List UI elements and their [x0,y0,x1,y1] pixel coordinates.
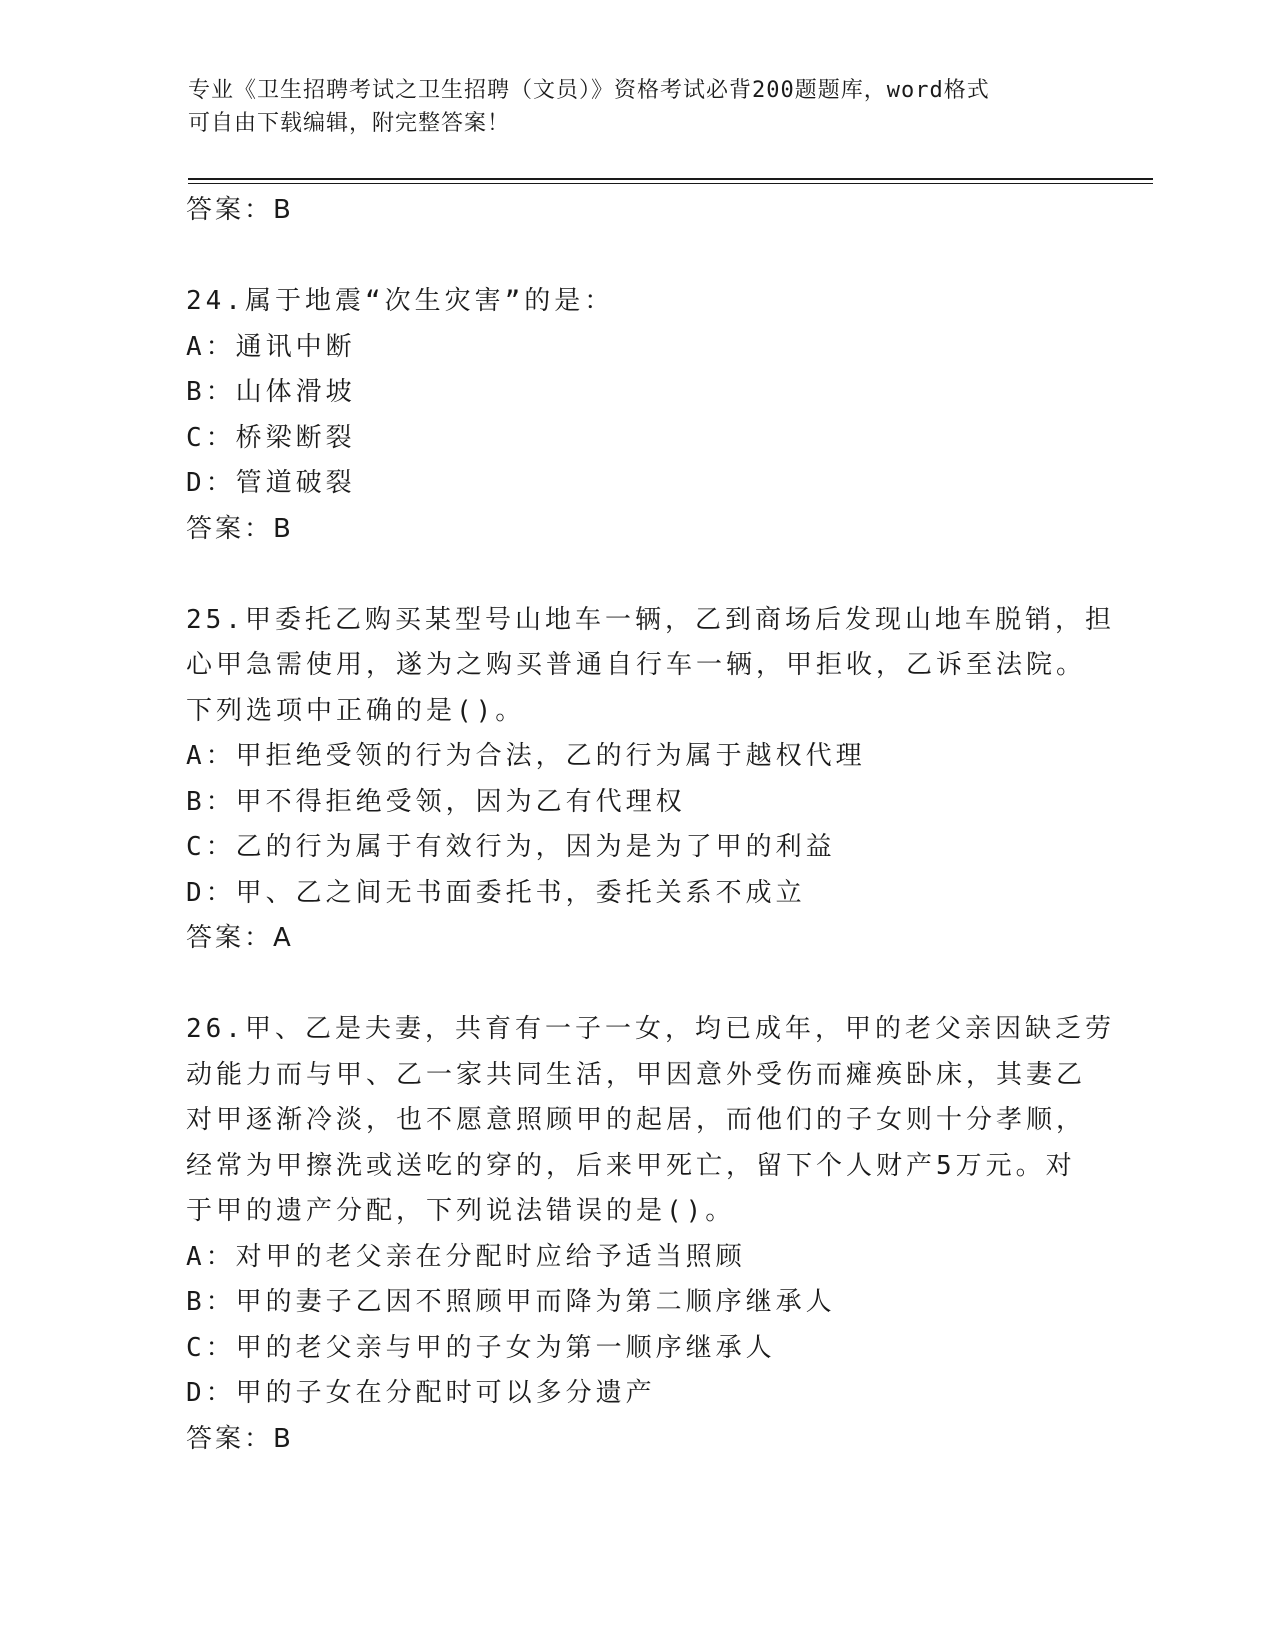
option-a: A：通讯中断 [186,331,356,362]
option-c: C：乙的行为属于有效行为，因为是为了甲的利益 [186,832,836,862]
spacer [186,552,1086,598]
answer: 答案：B [186,513,294,544]
option-b: B：甲不得拒绝受领，因为乙有代理权 [186,786,686,817]
header-rule-thin [188,183,1153,184]
question-stem: 经常为甲擦洗或送吃的穿的，后来甲死亡，留下个人财产5万元。对 [186,1150,1076,1181]
question-stem: 动能力而与甲、乙一家共同生活，甲因意外受伤而瘫痪卧床，其妻乙 [186,1059,1087,1090]
question-stem: 对甲逐渐冷淡，也不愿意照顾甲的起居，而他们的子女则十分孝顺， [186,1105,1087,1135]
question-stem: 下列选项中正确的是()。 [186,695,526,726]
header-line-1: 专业《卫生招聘考试之卫生招聘（文员）》资格考试必背200题题库，word格式 [188,78,990,103]
question-stem: 26.甲、乙是夫妻，共育有一子一女，均已成年，甲的老父亲因缺乏劳 [186,1014,1115,1044]
question-26 [186,1007,1115,1462]
question-stem: 25.甲委托乙购买某型号山地车一辆，乙到商场后发现山地车脱销，担 [186,604,1115,635]
previous-answer: 答案：B [186,195,294,225]
option-d: D：甲、乙之间无书面委托书，委托关系不成立 [186,877,806,908]
option-a: A：对甲的老父亲在分配时应给予适当照顾 [186,1241,746,1272]
spacer [186,962,1086,1008]
answer: 答案：B [186,1423,294,1454]
question-content [186,188,1115,1462]
question-stem: 24.属于地震“次生灾害”的是： [186,286,615,316]
option-d: D：管道破裂 [186,468,356,498]
question-25 [186,598,1115,962]
option-a: A：甲拒绝受领的行为合法，乙的行为属于越权代理 [186,741,866,771]
question-stem: 于甲的遗产分配，下列说法错误的是()。 [186,1196,736,1226]
option-b: B：山体滑坡 [186,377,356,407]
question-stem: 心甲急需使用，遂为之购买普通自行车一辆，甲拒收，乙诉至法院。 [186,650,1087,680]
spacer [186,234,1086,280]
option-c: C：甲的老父亲与甲的子女为第一顺序继承人 [186,1332,776,1363]
option-d: D：甲的子女在分配时可以多分遗产 [186,1378,656,1408]
question-24 [186,279,1086,552]
option-c: C：桥梁断裂 [186,422,356,453]
option-b: B：甲的妻子乙因不照顾甲而降为第二顺序继承人 [186,1287,836,1317]
header-rule-thick [188,178,1153,180]
document-header [188,74,1088,140]
header-line-2: 可自由下载编辑，附完整答案！ [188,111,511,136]
answer: 答案：A [186,923,294,953]
